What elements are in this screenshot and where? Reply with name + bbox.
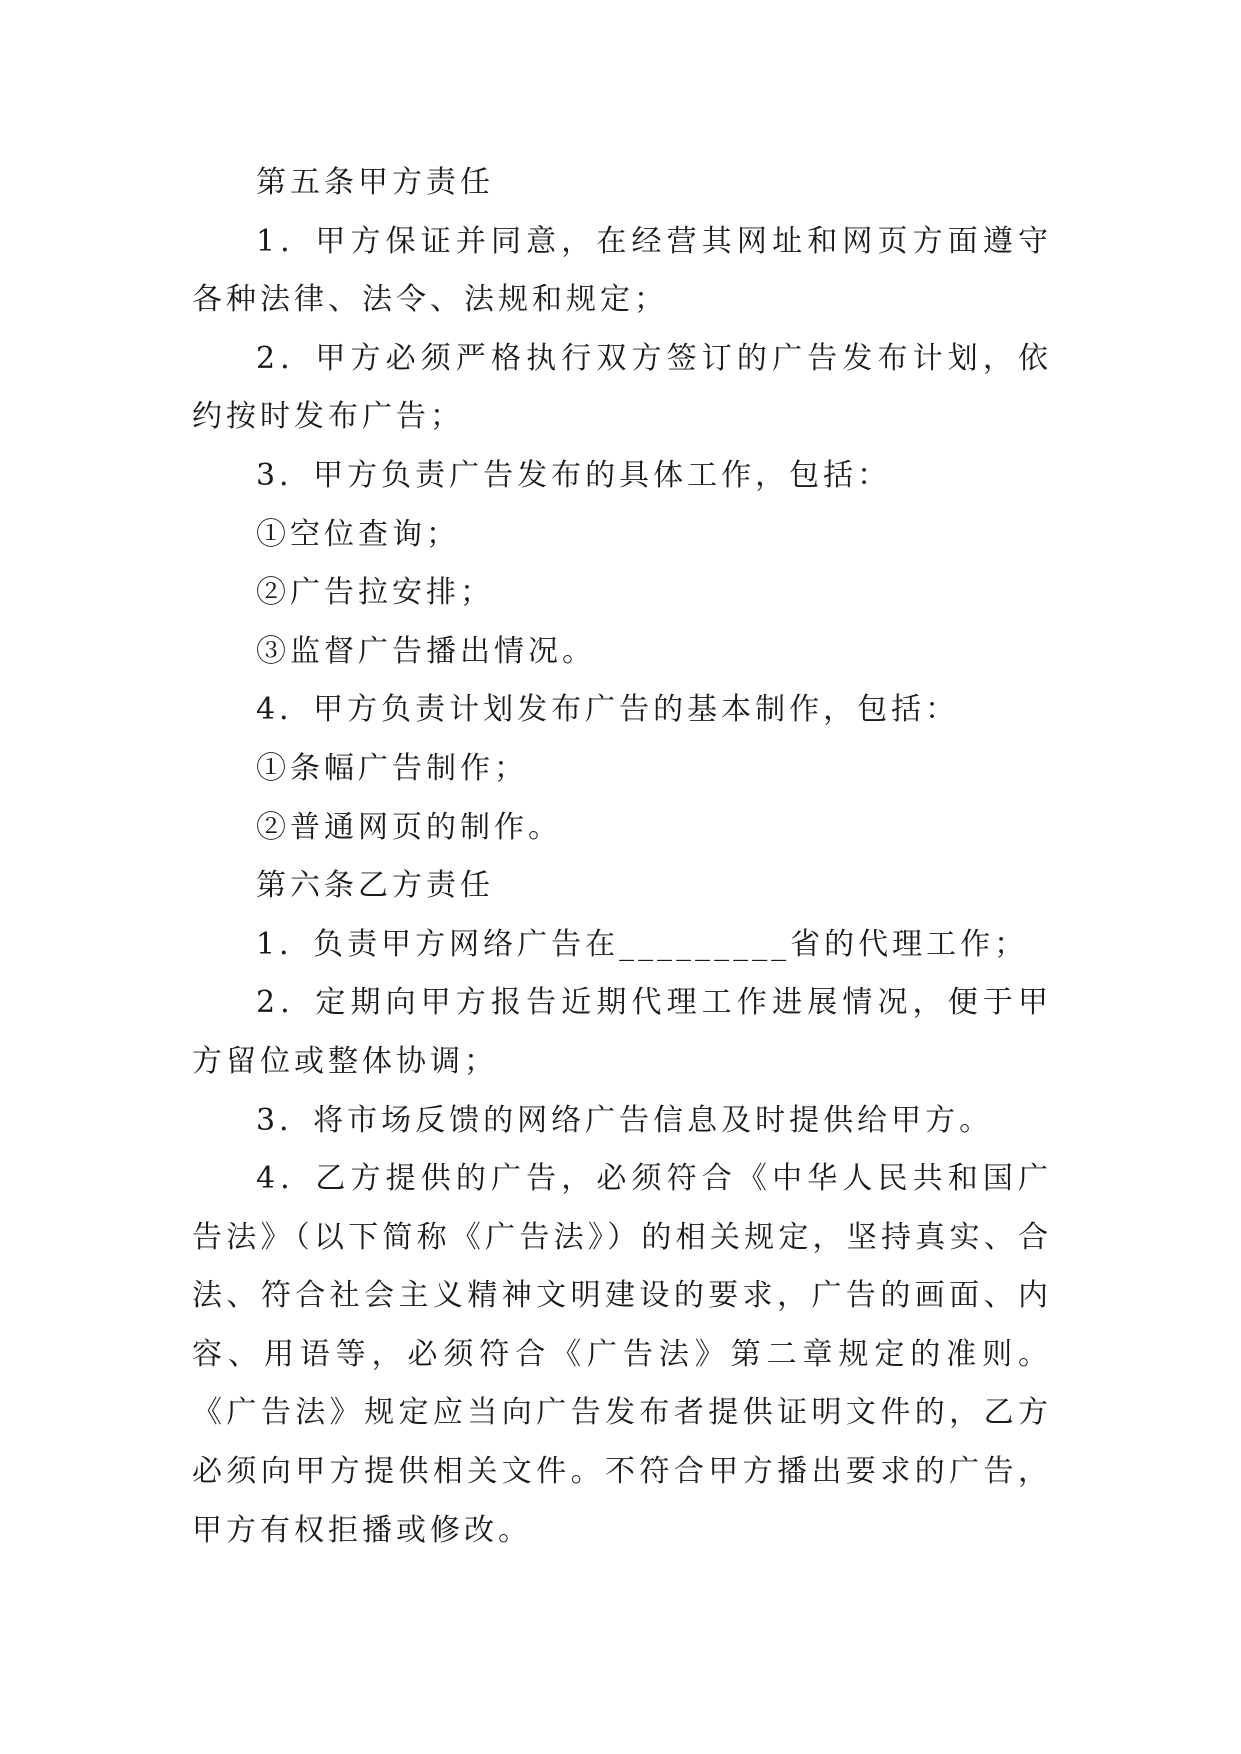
paragraph: 4．乙方提供的广告，必须符合《中华人民共和国广告法》（以下简称《广告法》）的相关规定，坚持真实、合法、符合社会主义精神文明建设的要求，广告的画面、内容、用语等，必须符合《广告法》第二章规定的准则。《广告法》规定应当向广告发布者提供证明文件的，乙方必须向甲方提供相关文件。不符合甲方播出要求的广告，甲方有权拒播或修改。 bbox=[192, 1161, 1052, 1548]
list-item: ①空位查询； bbox=[256, 516, 460, 552]
paragraph: 1．甲方保证并同意，在经营其网址和网页方面遵守各种法律、法令、法规和规定； bbox=[192, 223, 1052, 318]
list-item: ②广告拉安排； bbox=[256, 575, 494, 611]
paragraph: 2．定期向甲方报告近期代理工作进展情况，便于甲方留位或整体协调； bbox=[192, 985, 1052, 1079]
paragraph: 4．甲方负责计划发布广告的基本制作，包括： bbox=[256, 692, 960, 728]
paragraph: 1．负责甲方网络广告在_________省的代理工作； bbox=[256, 926, 1029, 962]
list-item: ①条幅广告制作； bbox=[256, 750, 528, 786]
paragraph: 3．将市场反馈的网络广告信息及时提供给甲方。 bbox=[256, 1102, 994, 1138]
list-item: ③监督广告播出情况。 bbox=[256, 633, 596, 669]
list-item: ②普通网页的制作。 bbox=[256, 809, 562, 845]
heading-article-5: 第五条甲方责任 bbox=[256, 165, 494, 200]
heading-article-6: 第六条乙方责任 bbox=[256, 868, 494, 904]
paragraph: 3．甲方负责广告发布的具体工作，包括： bbox=[256, 457, 892, 493]
document-body bbox=[192, 154, 1052, 1560]
paragraph: 2．甲方必须严格执行双方签订的广告发布计划，依约按时发布广告； bbox=[192, 340, 1052, 435]
